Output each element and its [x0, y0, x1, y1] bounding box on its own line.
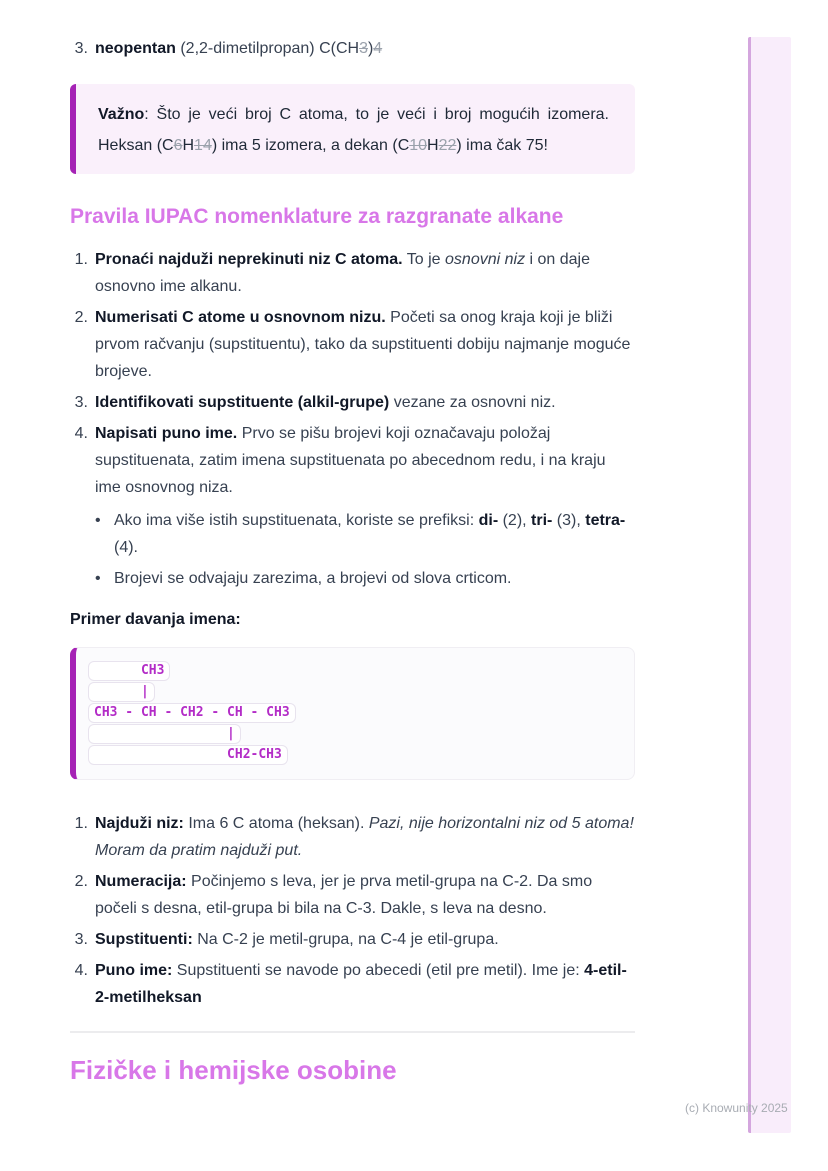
- prefix-notes-list: [95, 507, 635, 592]
- page-edge-bar: [748, 37, 791, 1133]
- callout-text: Važno: Što je veći broj C atoma, to je veći i broj mogućih izomera. Heksan (C6H14) ima 5 izomera, a dekan (C10H22) ima čak 75!: [98, 106, 609, 154]
- bullet-marker: •: [95, 512, 101, 529]
- steps-list-item-2: [70, 868, 635, 922]
- list-item-text: Napisati puno ime. Prvo se pišu brojevi koji označavaju položaj supstituenata, zatim imena supstituenata po abecednom redu, i na kraju ime osnovnog niza.: [95, 425, 606, 496]
- bullet-item-prefixes: [95, 507, 635, 561]
- list-marker: 1.: [74, 251, 88, 268]
- rules-list: [70, 246, 635, 592]
- steps-list-item-3: [70, 926, 635, 953]
- list-marker: 3.: [74, 394, 88, 411]
- list-item-text: Numeracija: Počinjemo s leva, jer je prva metil-grupa na C-2. Da smo počeli s desna, etil-grupa bi bila na C-3. Dakle, s leva na desno.: [95, 873, 593, 917]
- structure-example-block: [70, 647, 635, 780]
- code-row: [88, 703, 622, 724]
- rules-list-item-2: [70, 304, 635, 385]
- list-item-text: neopentan (2,2-dimetilpropan) C(CH3)4: [95, 40, 383, 57]
- list-item-text: Identifikovati supstituente (alkil-grupe) vezane za osnovni niz.: [95, 394, 556, 411]
- code-row: [88, 724, 622, 745]
- document-page: [70, 0, 635, 1085]
- list-item-text: Supstituenti: Na C-2 je metil-grupa, na C-4 je etil-grupa.: [95, 931, 499, 948]
- list-marker: 2.: [74, 873, 88, 890]
- important-callout: [70, 84, 635, 174]
- bullet-marker: •: [95, 570, 101, 587]
- list-item-text: Najduži niz: Ima 6 C atoma (heksan). Pazi, nije horizontalni niz od 5 atoma! Moram da pratim najduži put.: [95, 815, 634, 859]
- list-marker: 3.: [74, 931, 88, 948]
- footer-copyright: (c) Knowunity 2025: [685, 1101, 788, 1115]
- code-line-main-chain: CH3 - CH - CH2 - CH - CH3: [88, 703, 296, 723]
- rules-list-item-3: [70, 389, 635, 416]
- section-divider: [70, 1031, 635, 1033]
- rules-list-item-1: [70, 246, 635, 300]
- example-label: Primer davanja imena:: [70, 611, 241, 628]
- section-heading-iupac-rules: Pravila IUPAC nomenklature za razgranate alkane: [70, 205, 564, 228]
- code-row: [88, 661, 622, 682]
- list-item-neopentan: [70, 35, 635, 62]
- steps-list-item-1: [70, 810, 635, 864]
- bullet-item-separators: [95, 565, 635, 592]
- section-heading-properties: Fizičke i hemijske osobine: [70, 1055, 397, 1085]
- list-marker: 1.: [74, 815, 88, 832]
- list-item-text: Brojevi se odvajaju zarezima, a brojevi od slova crticom.: [114, 570, 512, 587]
- code-row: [88, 745, 622, 766]
- list-marker: 4.: [74, 962, 88, 979]
- list-marker: 3.: [74, 40, 88, 57]
- code-row: [88, 682, 622, 703]
- list-item-text: Puno ime: Supstituenti se navode po abecedi (etil pre metil). Ime je: 4-etil-2-metilheksan: [95, 962, 627, 1006]
- list-item-text: Numerisati C atome u osnovnom nizu. Početi sa onog kraja koji je bliži prvom račvanju (supstituentu), tako da supstituenti dobiju najmanje moguće brojeve.: [95, 309, 631, 380]
- list-item-text: Ako ima više istih supstituenata, koriste se prefiksi: di- (2), tri- (3), tetra- (4).: [114, 512, 626, 556]
- naming-steps-list: [70, 810, 635, 1011]
- list-marker: 4.: [74, 425, 88, 442]
- code-line-ethyl-branch: CH2-CH3: [88, 745, 288, 765]
- list-marker: 2.: [74, 309, 88, 326]
- list-item-text: Pronaći najduži neprekinuti niz C atoma. To je osnovni niz i on daje osnovno ime alkanu.: [95, 251, 590, 295]
- steps-list-item-4: [70, 957, 635, 1011]
- code-line-bond-2: |: [88, 724, 241, 744]
- code-line-ch3-branch: CH3: [88, 661, 170, 681]
- code-line-bond-1: |: [88, 682, 155, 702]
- rules-list-item-4: [70, 420, 635, 592]
